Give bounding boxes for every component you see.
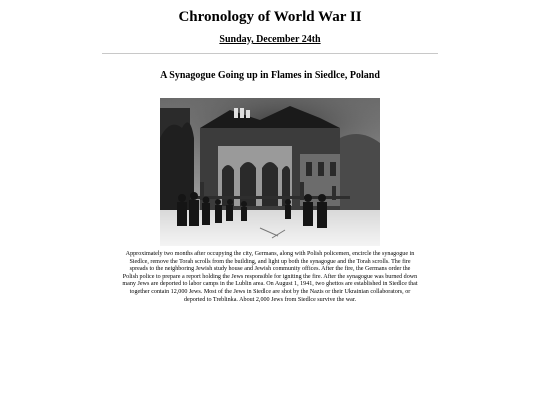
page-title: Chronology of World War II <box>178 9 362 25</box>
horizontal-rule <box>102 53 438 54</box>
synagogue-fire-photo <box>160 98 380 246</box>
article-headline: A Synagogue Going up in Flames in Siedlce, Poland <box>160 70 380 81</box>
photo-caption: Approximately two months after occupying the city, Germans, along with Polish policemen, encircle the synagogue in Siedlce, remove the Torah scrolls from the building, and light up both the synagogue and the Torah scrolls. The fire spreads to the neighboring Jewish study house and Jewish community offices. After the fire, the Germans order the Polish police to prepare a report holding the Jews responsible for igniting the fire. After the synagogue was burned down many Jews are deported to labor camps in the Lublin area. On August 1, 1941, two ghettos are established in Siedlce that together contain 12,000 Jews. Most of the Jews in Siedlce are shot by the Nazis or their Ukrainian collaborators, or deported to Treblinka. About 2,000 Jews from Siedlce survive the war. <box>122 251 418 303</box>
date-heading: Sunday, December 24th <box>219 34 321 45</box>
